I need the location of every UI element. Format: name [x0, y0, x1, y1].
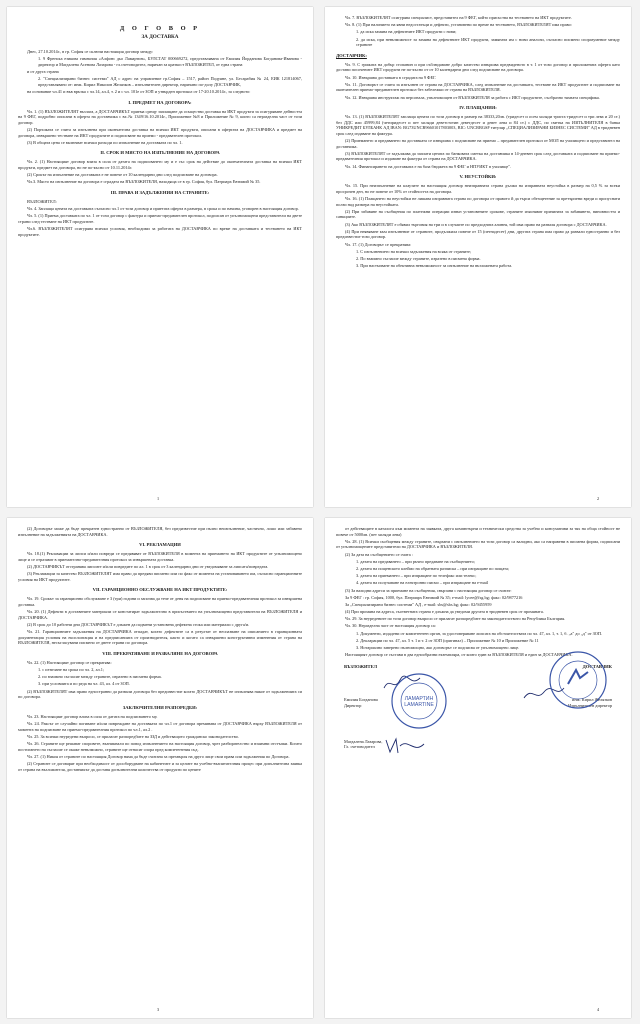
- contract-title: Д О Г О В О Р: [119, 25, 201, 32]
- section-heading: II. СРОК И МЯСТО НА ИЗПЪЛНЕНИЕ НА ДОГОВОРА: [100, 150, 220, 156]
- paragraph: 1. датата на предаването – при ръчно предаване на съобщението;: [356, 558, 475, 564]
- paragraph: на основание чл.41 и във връзка с чл.14, ал.4, т. 2 и с чл. 101е от ЗОП и утвърден протокол от 17-20.10.2014г., за следното:: [27, 88, 251, 94]
- paragraph: 1. 9 Френска езикова гимназия «Алфонс дьо Ламартин», БУЛСТАТ 000669272, представлявана от Емилия Йорданова Богданова-Иванова - директор и Магдалена Асенова Лазарова - гл.счетоводител, наричан за краткост ВЪЗЛОЖИТЕЛ, от една страна: [38, 56, 302, 67]
- page-body: [18, 526, 302, 772]
- paragraph: (2) Страните се договарят при необходимост от доооборудване на кабинетите и за целите на учебно-възпитателния процес при допълнителна заявка от страна на възложителя, доставчикът да доставя допълнителни количества от продукти по цените: [18, 760, 302, 772]
- contracting-authority-signatures: [344, 664, 464, 750]
- paragraph: (2) Договорът може да бъде прекратен едностранно от ВЪЗЛОЖИТЕЛЯ, без предизвестие при пълно неизпълнение, частично, лошо или забавено изпълнение на задълженията на ДОСТАВЧИКА.: [18, 526, 302, 537]
- contracting-authority-title: ВЪЗЛОЖИТЕЛ: [344, 663, 378, 669]
- paragraph: (2) При забавяне на съобщения по платежни операции извън установените срокове, страните изясняват причината за забавянето, виновността и санкциите.: [336, 208, 620, 220]
- paragraph: Чл. 5. (1) Приема доставката по чл. 1 от този договор с фактура и приемо-предавателен протокол, подписан от упълномощени представители на двете страни след тестване на ИКТ продуктите.: [18, 213, 302, 224]
- section-heading: VII. ГАРАНЦИОННО ОБСЛУЖВАНЕ НА ИКТ ПРОДУКТИТЕ:: [92, 587, 228, 593]
- contract-page-2: [325, 7, 631, 507]
- page-body: [336, 526, 620, 658]
- paragraph: За 9 ФЕГ : гр. София, 1000, бул. Патриарх Евтимий № 35; e-mail: lycee@fsg.bg; факс: 02/9877216: [345, 594, 523, 600]
- supplier-title: ДОСТАВЧИК: [582, 663, 612, 669]
- paragraph: Чл. 21. Гаранционните задължения на ДОСТАВЧИКА отпадат, когато дефектите са в резултат от неспазване на описанието в гаранционната документация условия на експлоатация и на предписанията от производителя, както и когато са извършени конструктивни изменения от страна на ВЪЗЛОЖИТЕЛЯ, несъгласувани писмено от двете страни по договора.: [18, 629, 302, 646]
- paragraph: 3. датата на приемането – при изпращане по телефакс или телекс;: [356, 573, 477, 579]
- paragraph: (2) ВЪЗЛОЖИТЕЛЯТ има право едностранно да развали договора без предизвестие когато ДОСТАВЧИКЪТ не изпълнява някое от задълженията си по договора.: [18, 688, 302, 700]
- page-body: [336, 15, 620, 269]
- paragraph: 1. с изтичане на срока по чл. 2, ал.1;: [38, 667, 105, 673]
- contract-page-4: [325, 518, 631, 1018]
- paragraph: (3) В общата цена се включват всички разходи по изпълнение на доставката по чл. 1.: [27, 139, 183, 145]
- supplier-name: инж. Кирил Желязков: [572, 697, 612, 703]
- paragraph: Чл. 27. (1) Никоя от страните по настоящия Договор няма да бъде считана за прехвърля на друго лице свои права или задължения по Договора.: [27, 753, 290, 759]
- paragraph: Чл. 19. Срокът за гаранционно обслужване е 3 (три) години и започва да тече от деня на подписване на приемо-предавателния протокол за извършена доставка.: [18, 596, 302, 607]
- section-heading: ЗАКЛЮЧИТЕЛНИ РАЗПОРЕДБИ:: [122, 704, 198, 710]
- paragraph: (2) В срок до 10 работни дни ДОСТАВЧИКЪТ е длъжен да подмени установена дефектна стока или материали с друга/и.: [27, 621, 250, 627]
- paragraph: (2) Срокът на изпълнение на доставката е не повече от 10 календарни дни след подписване на договора.: [27, 172, 218, 178]
- paragraph: Чл. 8. (1) При наличието на явни недостатъци и дефекти, установени по време на тестването, ВЪЗЛОЖИТЕЛЯТ има право:: [345, 22, 572, 28]
- paragraph: Чл. 20. (1) Дефекти в доставените материали се констатират задължително в присъствието на упълномощени представители на ВЪЗЛОЖИТЕЛЯ и ДОСТАВЧИКА.: [18, 609, 302, 620]
- paragraph: Чл. 25. За всички неуредени въпроси, се прилагат разпоредбите на ЗЗД и действащото гражданско законодателство.: [27, 733, 239, 739]
- paragraph: Днес, 27.10.2014г., в гр. София се сключи настоящия договор между:: [27, 49, 154, 54]
- page-number: 3: [157, 1007, 160, 1012]
- section-heading: ДОСТАВЧИК:: [336, 52, 367, 58]
- paragraph: Чл. 13. (1) ВЪЗЛОЖИТЕЛЯТ заплаща цената по този договор в размер на 38333,20лв. (тридесет и осем хиляди триста тридесет и три лева и 20 ст.) без ДДС или 45999,84 (четиридесет и пет хиляди деветстотин деветдесет и девет лева и 84 ст.) с ДДС, по сметка на ИЗПЪЛНИТЕЛЯ в банка УНИКРЕДИТ БУЛБАНК АД IBAN: BG73UNCR96601017803003, BIC: UNCRBGSF титуляр „СПЕЦИАЛИЗИРАНИ БИЗНЕС СИСТЕМИ" АД в тридневен срок след издаване на фактура.: [336, 114, 620, 136]
- paragraph: 3. Нотариално заверено пълномощно, ако договорът се подписва от упълномощено лице.: [356, 645, 520, 650]
- supplier-role: Изпълнителен директор: [568, 702, 612, 708]
- paragraph: (2) ДОСТАВЧИКЪТ отстранява липсите и/или повредите по ал. 1 в срок от 3 календарни дни от уведомяване за липсата/повредата.: [27, 563, 269, 569]
- paragraph: (2) Поръчката се счита за изпълнена при окончателна доставка на всички ИКТ продукти, описани в офертата на ДОСТАВЧИКА и предмет на договора, извършено тестване на ИКТ продуктите и подписване на приемо - предавателен протокол.: [18, 126, 302, 138]
- section-heading: IV. ПЛАЩАНИЯ:: [459, 105, 497, 111]
- accountant-signature: [384, 736, 426, 756]
- paragraph: Чл. 17. (1) Договорът се прекратява:: [345, 241, 412, 247]
- paragraph: Чл. 15. При неизпълнение на клаузите на настоящия договор неизправната страна дължи на изправната неустойка в размер на 0,5 % за всеки просрочен ден, но не повече от 10% от стойността на договора.: [336, 183, 620, 194]
- page-number: 4: [597, 1007, 600, 1012]
- paragraph: 1. да иска замяна на дефектните ИКТ продукти с нови;: [356, 29, 457, 35]
- section-heading: V. НЕУСТОЙКИ:: [459, 174, 497, 180]
- signature-block: [336, 664, 620, 814]
- paragraph: Чл. 11. Договорът се счита за изпълнен от страна на ДОСТАВЧИКА, след изпълнение на доставката, тестване на ИКТ продуктите и подписване на окончателен приемо-предавателен протокол без забележки от страна на ВЪЗЛОЖИТЕЛЯ.: [336, 81, 620, 93]
- paragraph: 4. датата на получаване на електронно писмо – при изпращане на e-mail: [356, 580, 489, 586]
- paragraph: Чл. 16. (1) Плащането на неустойки не лишава изправната страна по договора от правото й да търси обезщетение за претърпени вреди и пропуснати ползи над размера на неустойката.: [336, 196, 620, 207]
- contract-page-3: [7, 518, 313, 1018]
- paragraph: ВЪЗЛОЖИТЕЛ:: [27, 198, 57, 204]
- paragraph: Чл. 14. Финансирането на доставката е на база бюджета на 9 ФЕГ и НПУИКТ в училище".: [345, 163, 512, 169]
- paragraph: (4) При неявяване към изпълнение от страните, продължила повече от 15 (петнадесет) дни, другата страна има право да развали едностранно и без предизвестие този договор.: [336, 228, 620, 240]
- director-name: Емилия Богданова: [344, 697, 378, 703]
- stamp-text-top: ЛАМАРТИН: [404, 695, 434, 702]
- paragraph: 2. По взаимно съгласие между страните, изразено в писмена форма.: [356, 255, 481, 261]
- company-stamp: [548, 650, 608, 710]
- paragraph: (2) За дата на съобщението се счита :: [345, 551, 413, 557]
- paragraph: Чл. 28. (1) Всички съобщения между страните, свързани с изпълнението на този договор са валидни, ако са направени в писмена форма, подписани от упълномощените представители на ДОСТАВЧИКА и ВЪЗЛОЖИТЕЛЯ.: [336, 538, 620, 550]
- paragraph: (3) За валидни адреси за приемане на съобщения, свързани с настоящия договор се считат:: [345, 587, 512, 593]
- paragraph: 2. да иска, при невъзможност за замяна на дефектните ИКТ продукти, замяната им с нови аналози, съгласно писмено споразумение между страните: [356, 36, 620, 48]
- section-heading: I. ПРЕДМЕТ НА ДОГОВОРА:: [128, 99, 192, 105]
- paragraph: 2. Декларации по чл. 47, ал. 5 т. 1 и т. 2 от ЗОП (оригинал) – Приложение № 10 и Приложение № 11: [356, 637, 539, 643]
- paragraph: Чл.6. ВЪЗЛОЖИТЕЛЯТ осигурява всички условия, необходими за работата на ДОСТАВЧИКА по време на доставката и тестването на ИКТ продуктите.: [18, 226, 302, 237]
- paragraph: 1. Документи, издадени от компетентен орган, за удостоверяване липсата на обстоятелствата по чл. 47, ал. 1, т. 1, б. „а" до „д" от ЗОП.: [356, 630, 603, 636]
- section-heading: VI. РЕКЛАМАЦИИ: [139, 542, 181, 548]
- paragraph: 3. при условията и по реда на чл. 43, ал. 4 от ЗОП.: [38, 681, 130, 687]
- paragraph: и от друга страна: [27, 68, 59, 74]
- section-heading: VIII. ПРЕКРАТЯВАНЕ И РАЗВАЛЯНЕ НА ДОГОВОРА: [102, 650, 218, 656]
- paragraph: Чл. 10. Извършва доставката в сградата на 9 ФЕГ.: [345, 74, 437, 80]
- paragraph: (3) Ако ВЪЗЛОЖИТЕЛЯТ е обявил търговия на три и в случаите по предходната алинея, той има право на разваля договора с ДОСТАВЧИКА.: [345, 221, 607, 227]
- paragraph: 2. "Специализирани бизнес системи" АД с адрес на управление гр.София – 1517, район Подуяне, ул. Бесарабия № 24, ЕИК 121814067, представлявано от: инж. Кирил Николов Желязков – изпълнителен директор, наричано по-долу ДОСТАВЧИК,: [38, 76, 302, 87]
- paragraph: (3) ВЪЗЛОЖИТЕЛЯТ се задължава да заплати цената по банковата сметка на доставчика в 14-дневен срок след доставката и подписване на приемо-предавателния протокол и издаване на фактура от страна на ДОСТАВЧИКА.: [336, 150, 620, 162]
- paragraph: (4) При промяна на адреса, съответната страна е длъжна да уведоми другата в тридневен срок от промяната.: [345, 609, 544, 615]
- accountant-name: Магдалена Лазарова,: [344, 738, 383, 744]
- page-number: 2: [597, 496, 600, 501]
- paragraph: 2. датата на пощенското клеймо на обратната разписка – при изпращане по пощата;: [356, 565, 510, 571]
- paragraph: Настоящият договор се състави в два еднообразни екземпляра, от които един за ВЪЗЛОЖИТЕЛЯ и един за ДОСТАВЧИКА.: [345, 652, 573, 658]
- paragraph: Чл. 12. Извършва инструктаж на персонала, упълномощен от ВЪЗЛОЖИТЕЛЯ за работа с ИКТ продуктите, съобразно тяхната специфика.: [345, 94, 600, 100]
- paragraph: 1. С изпълнението на всички задължения на всяка от страните;: [356, 248, 472, 254]
- paragraph: Чл. 29. За неуредените по този договор въпроси се прилагат разпоредбите на законодателството на Република България.: [345, 616, 566, 622]
- paragraph: Чл. 26. Страните ще решават споровете, възникнали по повод изпълнението на настоящия договор, чрез разбирателство и взаимни отстъпки. Когато постигането на съгласие се окаже невъзможно, страните ще отнасят спора пред компетентния съд.: [18, 740, 302, 752]
- paragraph: Чл. 30. Неразделна част от настоящия договор са:: [345, 623, 436, 629]
- paragraph: Чл. 7. ВЪЗЛОЖИТЕЛЯТ осигурява специалист, представител на 9 ФЕГ, който присъства на тестването на ИКТ продуктите.: [345, 15, 572, 20]
- page-body: [18, 49, 302, 237]
- paragraph: Чл. 18.(1) Рекламации за липси и/или повреди се предявяват от ВЪЗЛОЖИТЕЛЯ в момента на приемането на ИКТ продуктите от упълномощено лице и се отразяват в приемателно-предавателния протокол за извършената доставка.: [18, 551, 302, 562]
- accountant-role: Гл. счетоводител: [344, 744, 375, 750]
- contract-page-1: [7, 7, 313, 507]
- paragraph: Чл. 4. Заплаща цената на доставката съгласно чл.1 от този договор и приетата оферта в размера, в срока и по начина, уговорен в настоящия договор.: [27, 206, 299, 212]
- school-stamp: [390, 672, 448, 730]
- paragraph: (3) Рекламации за качество ВЪЗЛОЖИТЕЛЯТ има право да предяви писмено или по факс от момента на установяването им, съгласно гаранционните условия на ИКТ продуктите.: [18, 571, 302, 582]
- paragraph: Чл. 23. Настоящият договор влиза в сила от датата на подписването му.: [27, 713, 158, 719]
- paragraph: Чл.3. Място на изпълнение на договора е сградата на ВЪЗЛОЖИТЕЛЯ, находяща се в гр. София, бул. Патриарх Евтимий № 35.: [27, 179, 261, 185]
- paragraph: 2. по взаимно съгласие между страните, изразено в писмена форма.: [38, 674, 162, 680]
- director-role: Директор: [344, 702, 362, 708]
- paragraph: Чл. 1. (1) ВЪЗЛОЖИТЕЛЯТ възлага, а ДОСТАВЧИКЪТ приема срещу заплащане да осъществи доставка на ИКТ продукти за осигуряване дейността на 9 ФЕГ, подробно описани в оферта на доставчика с вх.№ 1349/16.10.2014г., Приложение №8 и Приложение № 9, които са неразделна част от този договор.: [18, 108, 302, 125]
- paragraph: За „Специализирани бизнес системи" АД , e-mail: sbs@sbs.bg; факс: 02/9455959: [345, 601, 492, 607]
- stamp-text-bottom: LAMARTINE: [404, 701, 434, 708]
- supplier-signatures: [492, 664, 612, 709]
- page-number: 1: [157, 496, 160, 501]
- paragraph: Чл. 9. С грижата на добър стопанин и при съблюдаване добро качество извършва предвиденото в т. 1 от този договор и приложената оферта като достави посочените ИКТ продукти не по-късно от от 10 календарни дни след подписване на договора.: [336, 61, 620, 73]
- section-heading: III. ПРАВА И ЗАДЪЛЖЕНИЯ НА СТРАНИТЕ:: [110, 189, 210, 195]
- paragraph: 3. При настъпване на обективна невъзможност за изпълнение на възложената работа.: [356, 263, 513, 269]
- paragraph: Чл. 2. (1) Настоящият договор влиза в сила от датата на подписването му и е със срок на действие до окончателната доставка на всички ИКТ продукти, предмет на договора, но не по-късно от 10.11.2014г.: [18, 159, 302, 170]
- paragraph: (2) Приемането и предаването на доставката се извършва с подписване на приемо – предавателен протокол от МОЛ на училището и представител на доставчика.: [336, 138, 620, 149]
- paragraph: от действащите в каталога към момента на заявката, друга компютърни и технически средства за учебно и консумативи за тях на обща стойност не повече от 5000лв. (пет хиляди лева): [336, 526, 620, 537]
- paragraph: Чл. 22. (1) Настоящият договор се прекратява:: [27, 659, 112, 665]
- paragraph: Чл. 24. Раксът от случайно погиване и/или повреждане на доставката по чл.1 от договора преминава от ДОСТАВЧИКА върху ВЪЗЛОЖИТЕЛЯ от момента на подписване на приемо-предавателния протокол по чл.1, ал.2 .: [18, 721, 302, 732]
- contract-subtitle: ЗА ДОСТАВКА: [141, 34, 179, 40]
